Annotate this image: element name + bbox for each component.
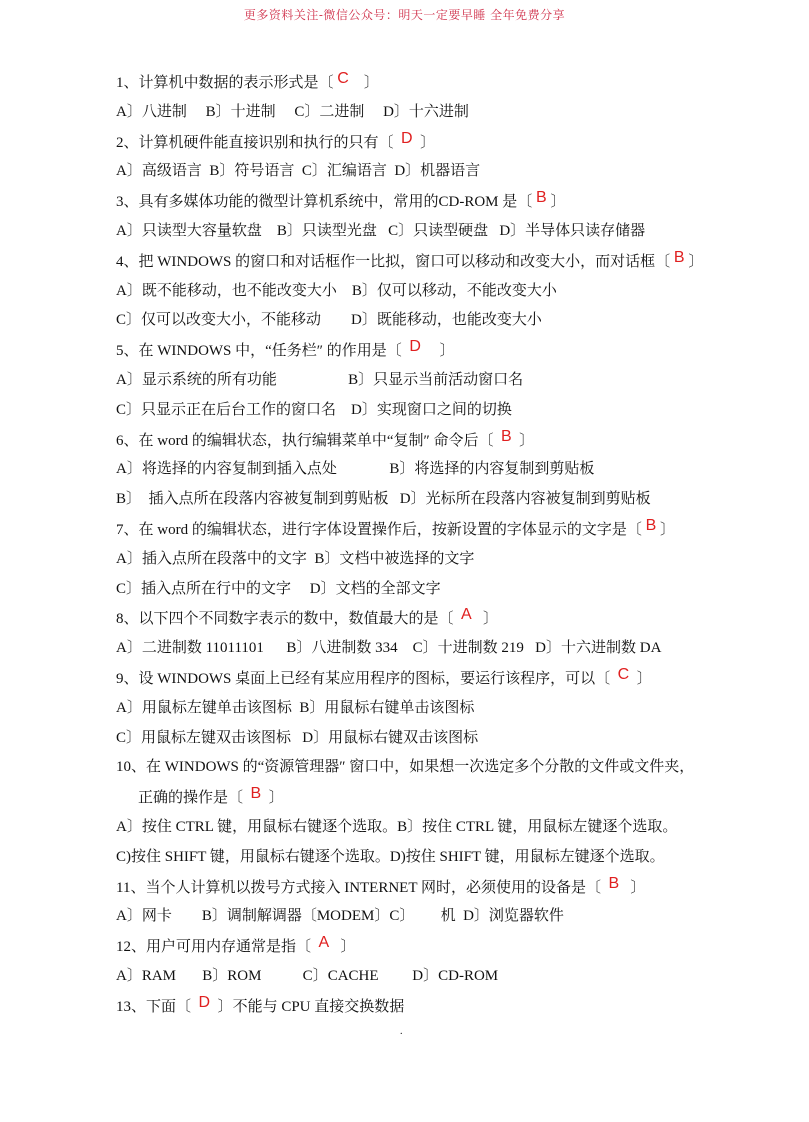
- line-text: 13、下面〔: [116, 998, 199, 1015]
- document-line: [116, 277, 716, 307]
- document-line: [116, 157, 716, 187]
- line-text: C〕只显示正在后台工作的窗口名 D〕实现窗口之间的切换: [116, 401, 512, 418]
- document-line: [116, 873, 716, 903]
- answer-mark: D: [401, 129, 413, 147]
- page-header-banner: 更多资料关注-微信公众号：明天一定要早睡 全年免费分享: [243, 8, 566, 22]
- document-line: [116, 664, 716, 694]
- line-text: 6、在 word 的编辑状态，执行编辑菜单中“复制″ 命令后〔: [116, 432, 501, 449]
- line-text: A〕将选择的内容复制到插入点处 B〕将选择的内容复制到剪贴板: [116, 461, 595, 478]
- line-text: 9、设 WINDOWS 桌面上已经有某应用程序的图标，要运行该程序，可以〔: [116, 670, 618, 687]
- line-text: 2、计算机硬件能直接识别和执行的只有〔: [116, 134, 402, 151]
- line-text: 〕: [546, 194, 566, 211]
- document-line: [116, 515, 716, 545]
- line-text: C〕仅可以改变大小，不能移动 D〕既能移动，也能改变大小: [116, 312, 542, 329]
- document-line: [116, 366, 716, 396]
- document-line: [116, 98, 716, 128]
- document-line: [116, 604, 716, 634]
- line-text: 11、当个人计算机以拨号方式接入 INTERNET 网时，必须使用的设备是〔: [116, 879, 609, 896]
- document-line: [116, 187, 716, 217]
- line-text: 4、把 WINDOWS 的窗口和对话框作一比拟，窗口可以移动和改变大小，而对话框〔: [116, 253, 674, 270]
- page-footer-dot: .: [400, 1026, 403, 1037]
- answer-mark: D: [198, 993, 211, 1011]
- line-text: A〕只读型大容量软盘 B〕只读型光盘 C〕只读型硬盘 D〕半导体只读存储器: [116, 222, 646, 239]
- document-line: [116, 306, 716, 336]
- line-text: A〕高级语言 B〕符号语言 C〕汇编语言 D〕机器语言: [116, 163, 481, 180]
- line-text: 〕: [471, 611, 498, 628]
- document-line: [116, 485, 716, 515]
- answer-mark: B: [608, 874, 620, 892]
- document-line: [116, 902, 716, 932]
- line-text: 3、具有多媒体功能的微型计算机系统中，常用的CD-ROM 是〔: [116, 194, 537, 211]
- line-text: 10、在 WINDOWS 的“资源管理器″ 窗口中，如果想一次选定多个分散的文件或文件夹，: [116, 759, 695, 776]
- line-text: 〕: [511, 432, 535, 449]
- document-line: [116, 932, 716, 962]
- document-line: [116, 217, 716, 247]
- document-line: [116, 962, 716, 992]
- document-line: [116, 843, 716, 873]
- answer-mark: B: [645, 516, 657, 534]
- document-line: [116, 783, 716, 813]
- question-list: [116, 68, 716, 1022]
- answer-mark: B: [536, 189, 547, 207]
- line-text: C)按住 SHIFT 键，用鼠标右键逐个选取。D)按住 SHIFT 键，用鼠标左键逐个选取。: [116, 848, 665, 865]
- line-text: 〕: [420, 343, 455, 360]
- line-text: 正确的操作是〔: [138, 790, 251, 807]
- document-line: [116, 813, 716, 843]
- document-line: [116, 694, 716, 724]
- line-text: 〕: [656, 521, 676, 538]
- line-text: A〕八进制 B〕十进制 C〕二进制 D〕十六进制: [116, 103, 469, 120]
- document-line: [116, 753, 716, 783]
- answer-mark: B: [673, 248, 685, 266]
- document-line: [116, 68, 716, 98]
- document-line: [116, 426, 716, 456]
- line-text: 8、以下四个不同数字表示的数中，数值最大的是〔: [116, 611, 462, 628]
- answer-mark: C: [337, 70, 349, 87]
- line-text: A〕用鼠标左键单击该图标 B〕用鼠标右键单击该图标: [116, 699, 475, 716]
- document-line: [116, 336, 716, 366]
- answer-mark: A: [318, 934, 330, 952]
- line-text: 1、计算机中数据的表示形式是〔: [116, 75, 338, 91]
- line-text: B〕 插入点所在段落内容被复制到剪贴板 D〕光标所在段落内容被复制到剪贴板: [116, 491, 651, 508]
- document-line: [116, 724, 716, 754]
- line-text: A〕既不能移动，也不能改变大小 B〕仅可以移动，不能改变大小: [116, 282, 557, 299]
- line-text: 5、在 WINDOWS 中，“任务栏″ 的作用是〔: [116, 343, 410, 360]
- line-text: C〕插入点所在行中的文字 D〕文档的全部文字: [116, 580, 441, 597]
- line-text: A〕RAM B〕ROM C〕CACHE D〕CD-ROM: [116, 967, 499, 984]
- line-text: 〕: [629, 670, 652, 687]
- line-text: A〕显示系统的所有功能 B〕只显示当前活动窗口名: [116, 371, 524, 388]
- line-text: 〕: [684, 253, 704, 270]
- document-line: [116, 992, 716, 1022]
- line-text: 〕不能与 CPU 直接交换数据: [210, 998, 405, 1015]
- document-line: [116, 396, 716, 426]
- document-line: [116, 455, 716, 485]
- answer-mark: C: [617, 665, 630, 683]
- line-text: 〕: [619, 879, 646, 896]
- answer-mark: A: [461, 606, 472, 624]
- line-text: 12、用户可用内存通常是指〔: [116, 939, 319, 956]
- line-text: A〕按住 CTRL 键，用鼠标右键逐个选取。B〕按住 CTRL 键，用鼠标左键逐个选取。: [116, 818, 678, 835]
- line-text: 〕: [412, 134, 436, 151]
- line-text: 〕: [348, 75, 379, 91]
- line-text: 〕: [329, 939, 356, 956]
- document-line: [116, 247, 716, 277]
- document-line: [116, 634, 716, 664]
- answer-mark: B: [250, 785, 262, 803]
- answer-mark: B: [501, 427, 512, 445]
- answer-mark: D: [409, 338, 421, 356]
- document-line: [116, 128, 716, 158]
- line-text: C〕用鼠标左键双击该图标 D〕用鼠标右键双击该图标: [116, 729, 479, 746]
- document-line: [116, 545, 716, 575]
- line-text: A〕二进制数 11011101 B〕八进制数 334 C〕十进制数 219 D〕十六进制数 DA: [116, 640, 662, 657]
- document-line: [116, 575, 716, 605]
- line-text: 7、在 word 的编辑状态，进行字体设置操作后，按新设置的字体显示的文字是〔: [116, 521, 646, 538]
- line-text: A〕网卡 B〕调制解调器〔MODEM〕C〕 机 D〕浏览器软件: [116, 908, 564, 925]
- line-text: A〕插入点所在段落中的文字 B〕文档中被选择的文字: [116, 550, 475, 567]
- line-text: 〕: [261, 790, 284, 807]
